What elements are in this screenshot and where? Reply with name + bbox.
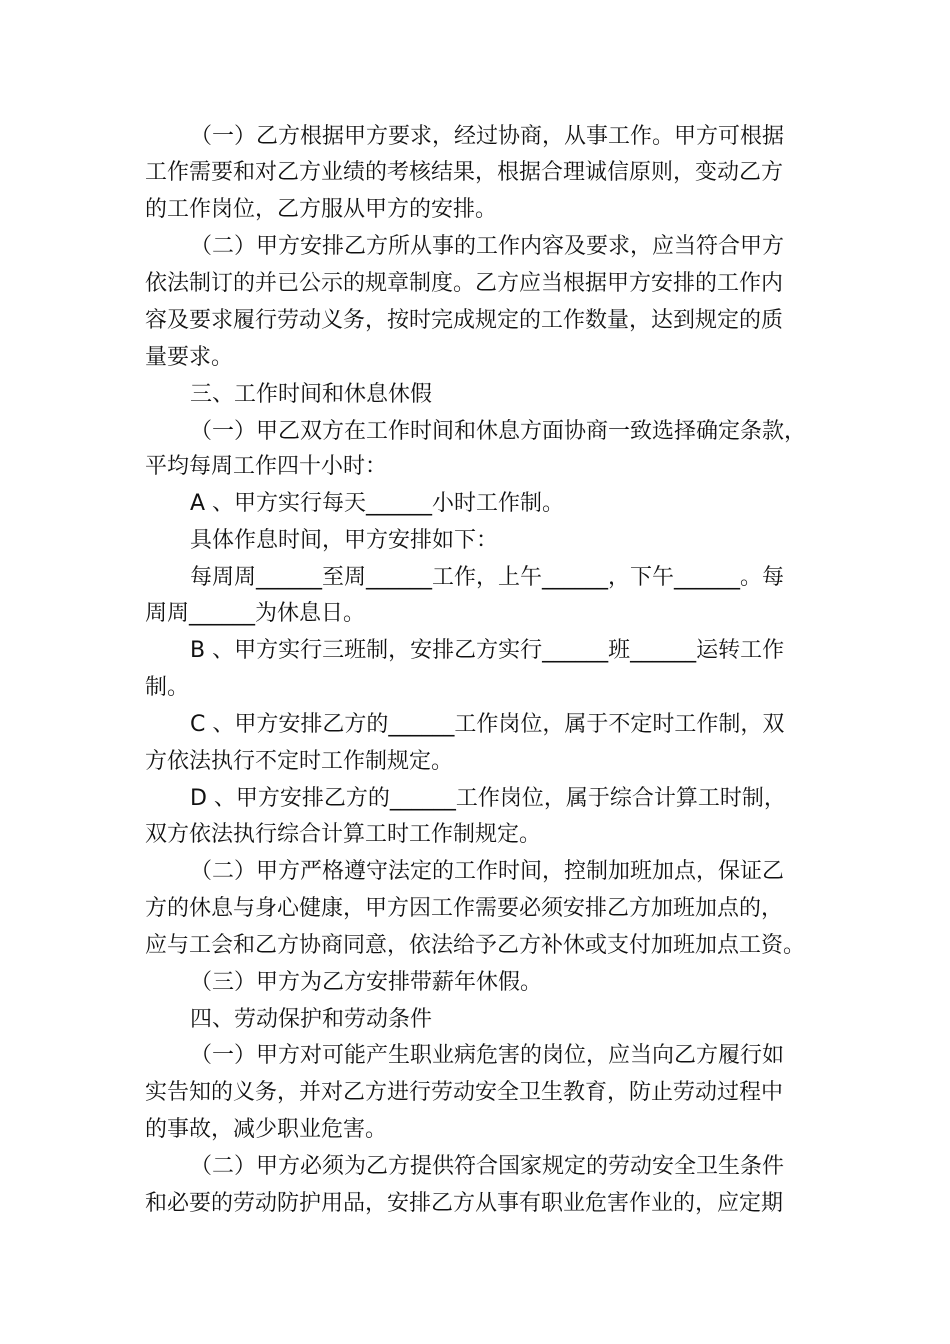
text-line: 的事故，减少职业危害。 [145,1117,388,1142]
text-line: 实告知的义务，并对乙方进行劳动安全卫生教育，防止劳动过程中 [145,1080,784,1105]
text-line: 每周周______至周______工作，上午______，下午______。每 [190,565,785,590]
text-line: D 、甲方安排乙方的______工作岗位，属于综合计算工时制， [190,786,786,811]
text-line: 具体作息时间，甲方安排如下： [190,528,499,553]
text-line: 和必要的劳动防护用品，安排乙方从事有职业危害作业的，应定期 [145,1191,784,1216]
text-line: （二）甲方安排乙方所从事的工作内容及要求，应当符合甲方 [190,234,785,259]
text-line: （二）甲方必须为乙方提供符合国家规定的劳动安全卫生条件 [190,1154,785,1179]
text-line: 依法制订的并已公示的规章制度。乙方应当根据甲方安排的工作内 [145,271,784,296]
text-line: 方的休息与身心健康，甲方因工作需要必须安排乙方加班加点的， [145,896,784,921]
text-line: （三）甲方为乙方安排带薪年休假。 [190,970,543,995]
text-line: 应与工会和乙方协商同意，依法给予乙方补休或支付加班加点工资。 [145,933,806,958]
text-line: 平均每周工作四十小时： [145,454,388,479]
text-line: （一）乙方根据甲方要求，经过协商，从事工作。甲方可根据 [190,124,785,149]
text-line: B 、甲方实行三班制，安排乙方实行______班______运转工作 [190,638,785,663]
text-line: 的工作岗位，乙方服从甲方的安排。 [145,197,498,222]
text-line: （一）甲乙双方在工作时间和休息方面协商一致选择确定条款， [190,419,807,444]
text-line: （一）甲方对可能产生职业病危害的岗位，应当向乙方履行如 [190,1043,785,1068]
text-line: A 、甲方实行每天______小时工作制。 [190,491,565,516]
text-line: 方依法执行不定时工作制规定。 [145,749,454,774]
text-line: 周周______为休息日。 [145,601,366,626]
text-line: 容及要求履行劳动义务，按时完成规定的工作数量，达到规定的质 [145,308,784,333]
text-line: 制。 [145,675,190,700]
section-heading: 三、工作时间和休息休假 [190,382,433,407]
text-line: 双方依法执行综合计算工时工作制规定。 [145,822,542,847]
section-heading: 四、劳动保护和劳动条件 [190,1007,433,1032]
text-line: 工作需要和对乙方业绩的考核结果，根据合理诚信原则，变动乙方 [145,160,784,185]
text-line: C 、甲方安排乙方的______工作岗位，属于不定时工作制，双 [190,712,785,737]
text-line: 量要求。 [145,345,234,370]
text-line: （二）甲方严格遵守法定的工作时间，控制加班加点，保证乙 [190,859,785,884]
